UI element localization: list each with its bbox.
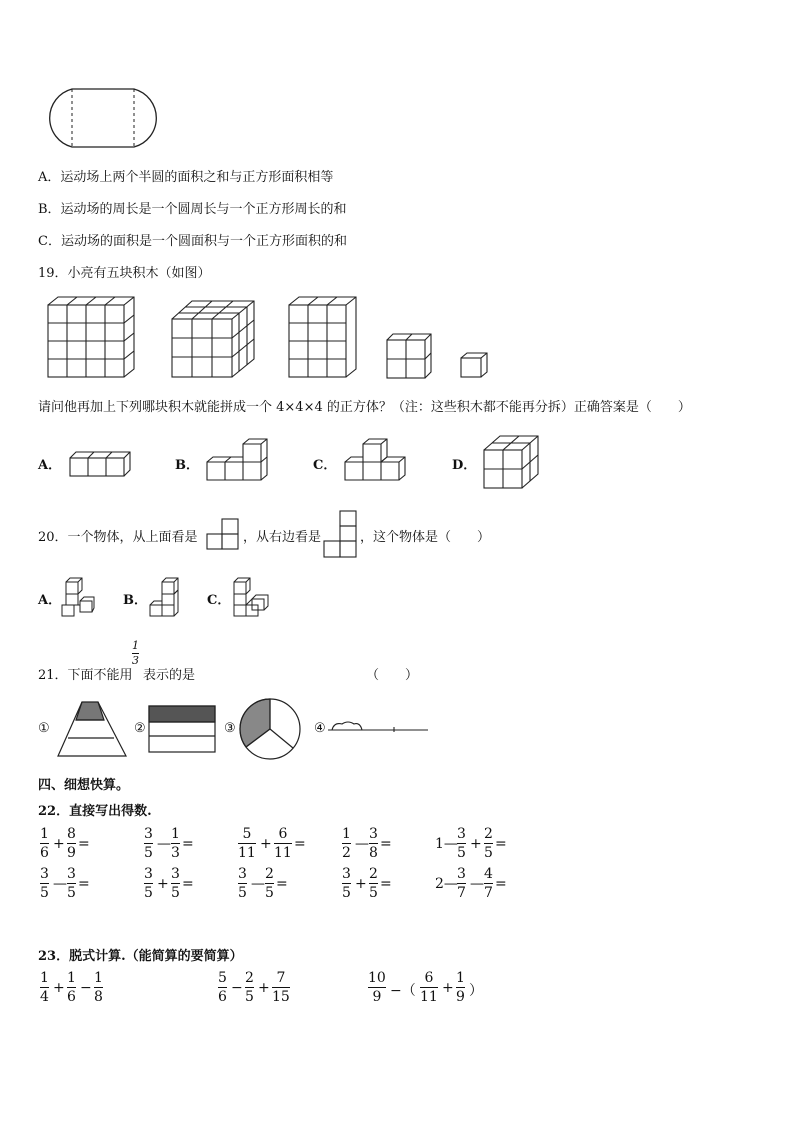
frac-bar xyxy=(171,843,180,844)
fraction xyxy=(144,826,153,861)
numerator: 8 xyxy=(67,826,76,842)
q21-label-2: ② xyxy=(134,721,146,736)
numerator: 3 xyxy=(144,826,153,842)
fraction xyxy=(456,970,465,1005)
q18-option-b: B．运动场的周长是一个圆周长与一个正方形周长的和 xyxy=(38,202,347,217)
operator: − xyxy=(231,980,243,996)
equals-sign: = xyxy=(276,876,288,892)
q21-paren: （ ） xyxy=(366,668,419,683)
frac-bar xyxy=(67,843,76,844)
denominator: 5 xyxy=(484,845,493,861)
operator: + xyxy=(258,980,270,996)
frac-bar xyxy=(368,987,386,988)
numerator: 1 xyxy=(171,826,180,842)
frac-bar xyxy=(218,987,227,988)
q20-label-c: C． xyxy=(207,593,231,608)
numerator: 3 xyxy=(144,866,153,882)
equals-sign: = xyxy=(294,836,306,852)
q19-label-b: B． xyxy=(175,458,199,473)
q19-block-3x4 xyxy=(287,295,359,381)
q21-fraction xyxy=(132,640,139,667)
numerator: 7 xyxy=(276,970,286,986)
frac-bar xyxy=(369,883,378,884)
denominator: 5 xyxy=(245,989,254,1005)
denominator: 7 xyxy=(457,885,466,901)
denominator: 9 xyxy=(372,989,382,1005)
q20-option-a-figure xyxy=(60,576,96,618)
denominator: 5 xyxy=(144,845,153,861)
operator: −（ xyxy=(390,983,416,999)
q22-title: 22．直接写出得数. xyxy=(38,804,152,819)
numerator: 3 xyxy=(369,826,378,842)
frac-bar xyxy=(342,883,351,884)
frac-bar xyxy=(420,987,438,988)
numerator: 3 xyxy=(67,866,76,882)
q19-option-b-figure xyxy=(205,438,269,482)
q19-block-1x1 xyxy=(459,351,489,379)
fraction xyxy=(67,970,76,1005)
denominator: 11 xyxy=(238,845,256,861)
denominator: 4 xyxy=(40,989,49,1005)
denominator: 8 xyxy=(369,845,378,861)
section-4-heading: 四、细想快算。 xyxy=(38,778,130,793)
fraction xyxy=(171,826,180,861)
numerator: 2 xyxy=(484,826,493,842)
frac-bar xyxy=(369,843,378,844)
q19-label-c: C． xyxy=(313,458,337,473)
denominator: 7 xyxy=(484,885,493,901)
q21-frac-den: 3 xyxy=(132,654,139,667)
numerator: 1 xyxy=(67,970,76,986)
frac-bar xyxy=(40,987,49,988)
fraction xyxy=(369,866,378,901)
fraction xyxy=(457,826,466,861)
operator: — xyxy=(53,876,67,892)
denominator: 6 xyxy=(218,989,227,1005)
operator: — xyxy=(251,876,265,892)
denominator: 5 xyxy=(238,885,247,901)
fraction xyxy=(67,866,76,901)
frac-bar xyxy=(484,843,493,844)
fraction xyxy=(457,866,466,901)
equals-sign: = xyxy=(380,876,392,892)
numerator: 6 xyxy=(424,970,434,986)
numerator: 1 xyxy=(342,826,351,842)
frac-bar xyxy=(238,883,247,884)
q19-option-d-figure xyxy=(482,434,542,490)
fraction xyxy=(94,970,103,1005)
equals-sign: = xyxy=(182,876,194,892)
operator: + xyxy=(53,836,65,852)
numerator: 3 xyxy=(457,826,466,842)
fraction xyxy=(238,826,256,861)
stadium-figure xyxy=(40,85,166,151)
operator: + xyxy=(260,836,272,852)
operator: + xyxy=(53,980,65,996)
denominator: 11 xyxy=(420,989,438,1005)
q18-option-c: C．运动场的面积是一个圆面积与一个正方形面积的和 xyxy=(38,234,347,249)
denominator: 8 xyxy=(94,989,103,1005)
numerator: 6 xyxy=(278,826,288,842)
fraction xyxy=(67,826,76,861)
q20-right-view xyxy=(322,509,358,559)
q20-top-view xyxy=(206,517,240,551)
fraction xyxy=(40,866,49,901)
numerator: 5 xyxy=(218,970,227,986)
denominator: 5 xyxy=(144,885,153,901)
q19-option-c-figure xyxy=(343,438,409,482)
frac-bar xyxy=(457,883,466,884)
numerator: 2 xyxy=(265,866,274,882)
denominator: 9 xyxy=(67,845,76,861)
q18-option-a: A．运动场上两个半圆的面积之和与正方形面积相等 xyxy=(38,170,334,185)
q21-option-2-rect xyxy=(148,704,218,754)
fraction xyxy=(171,866,180,901)
operator: — xyxy=(470,876,484,892)
operator: − xyxy=(80,980,92,996)
frac-bar xyxy=(40,843,49,844)
fraction xyxy=(368,970,386,1005)
q21-option-3-circle xyxy=(238,697,302,761)
numerator: 3 xyxy=(40,866,49,882)
frac-bar xyxy=(144,883,153,884)
denominator: 3 xyxy=(171,845,180,861)
frac-bar xyxy=(484,883,493,884)
q21-label-4: ④ xyxy=(314,721,326,736)
numerator: 3 xyxy=(238,866,247,882)
fraction xyxy=(218,970,227,1005)
equals-sign: = xyxy=(380,836,392,852)
operator: + xyxy=(355,876,367,892)
q21-text-2: 表示的是 xyxy=(143,668,196,683)
q20-text-1: 20．一个物体，从上面看是 xyxy=(38,530,198,545)
fraction xyxy=(484,826,493,861)
fraction xyxy=(144,866,153,901)
q19-option-a-figure xyxy=(68,450,132,478)
numerator: 3 xyxy=(171,866,180,882)
denominator: 5 xyxy=(40,885,49,901)
lead-term: 1— xyxy=(435,836,458,852)
denominator: 15 xyxy=(272,989,290,1005)
frac-bar xyxy=(171,883,180,884)
lead-term: 2— xyxy=(435,876,458,892)
q21-option-1-triangle xyxy=(56,700,128,758)
frac-bar xyxy=(245,987,254,988)
numerator: 5 xyxy=(242,826,252,842)
denominator: 5 xyxy=(67,885,76,901)
q19-block-2x2 xyxy=(385,332,433,380)
numerator: 2 xyxy=(245,970,254,986)
frac-bar xyxy=(67,883,76,884)
q20-option-b-figure xyxy=(146,576,182,618)
denominator: 5 xyxy=(265,885,274,901)
denominator: 6 xyxy=(40,845,49,861)
numerator: 3 xyxy=(457,866,466,882)
fraction xyxy=(245,970,254,1005)
q20-label-b: B． xyxy=(123,593,147,608)
operator: + xyxy=(442,980,454,996)
q21-text: 21．下面不能用 xyxy=(38,668,133,683)
fraction xyxy=(420,970,438,1005)
numerator: 1 xyxy=(94,970,103,986)
denominator: 11 xyxy=(274,845,292,861)
q19-question: 请问他再加上下列哪块积木就能拼成一个 4×4×4 的正方体？（注：这些积木都不能再分拆）正确答案是（ ） xyxy=(38,400,691,415)
numerator: 1 xyxy=(456,970,465,986)
frac-bar xyxy=(144,843,153,844)
q19-title: 19．小亮有五块积木（如图） xyxy=(38,266,211,281)
denominator: 6 xyxy=(67,989,76,1005)
operator: + xyxy=(157,876,169,892)
operator: + xyxy=(470,836,482,852)
frac-bar xyxy=(342,843,351,844)
fraction xyxy=(272,970,290,1005)
fraction xyxy=(369,826,378,861)
q19-block-large xyxy=(170,297,260,381)
numerator: 10 xyxy=(368,970,386,986)
equals-sign: = xyxy=(78,836,90,852)
q21-frac-num: 1 xyxy=(132,639,139,652)
q23-title: 23．脱式计算.（能简算的要简算） xyxy=(38,949,243,964)
frac-bar xyxy=(457,843,466,844)
frac-bar xyxy=(274,843,292,844)
frac-bar xyxy=(272,987,290,988)
frac-bar xyxy=(265,883,274,884)
fraction xyxy=(238,866,247,901)
frac-bar xyxy=(456,987,465,988)
operator: ） xyxy=(469,983,483,999)
denominator: 9 xyxy=(456,989,465,1005)
q20-text-2: ，从右边看是 xyxy=(243,530,322,545)
denominator: 5 xyxy=(171,885,180,901)
fraction xyxy=(40,970,49,1005)
q19-label-d: D． xyxy=(452,458,477,473)
fraction xyxy=(342,866,351,901)
q20-label-a: A． xyxy=(38,593,62,608)
operator: — xyxy=(355,836,369,852)
denominator: 5 xyxy=(457,845,466,861)
numerator: 3 xyxy=(342,866,351,882)
q20-text-3: ，这个物体是（ ） xyxy=(360,530,491,545)
fraction xyxy=(484,866,493,901)
equals-sign: = xyxy=(495,876,507,892)
fraction xyxy=(274,826,292,861)
numerator: 4 xyxy=(484,866,493,882)
numerator: 2 xyxy=(369,866,378,882)
fraction xyxy=(342,826,351,861)
denominator: 2 xyxy=(342,845,351,861)
frac-bar xyxy=(67,987,76,988)
denominator: 5 xyxy=(342,885,351,901)
fraction xyxy=(265,866,274,901)
operator: — xyxy=(157,836,171,852)
numerator: 1 xyxy=(40,970,49,986)
q21-label-3: ③ xyxy=(224,721,236,736)
frac-bar xyxy=(238,843,256,844)
equals-sign: = xyxy=(182,836,194,852)
equals-sign: = xyxy=(495,836,507,852)
frac-bar xyxy=(94,987,103,988)
q19-block-4x4x1 xyxy=(46,295,136,381)
numerator: 1 xyxy=(40,826,49,842)
q21-label-1: ① xyxy=(38,721,50,736)
frac-bar xyxy=(40,883,49,884)
q21-option-4-line xyxy=(328,718,432,736)
equals-sign: = xyxy=(78,876,90,892)
fraction xyxy=(40,826,49,861)
denominator: 5 xyxy=(369,885,378,901)
q19-label-a: A． xyxy=(38,458,62,473)
q20-option-c-figure xyxy=(230,576,270,618)
